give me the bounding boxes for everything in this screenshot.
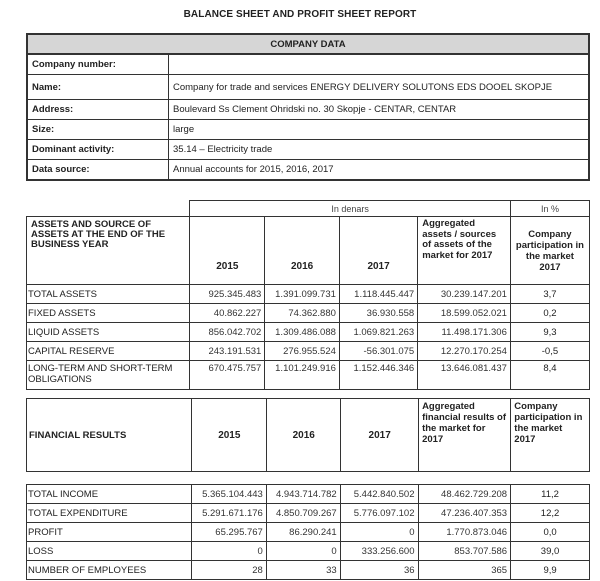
value-cell: 243.191.531 [190, 342, 265, 361]
financial-header-label: FINANCIAL RESULTS [27, 399, 192, 472]
dominant-activity-value: 35.14 – Electricity trade [169, 140, 590, 160]
value-cell: 1.391.099.731 [265, 285, 340, 304]
value-cell: 276.955.524 [265, 342, 340, 361]
value-cell: 4.943.714.782 [266, 485, 340, 504]
value-cell: 365 [418, 561, 511, 580]
participation-cell: 9,9 [511, 561, 590, 580]
company-data-header: COMPANY DATA [27, 34, 589, 54]
participation-cell: 3,7 [510, 285, 589, 304]
participation-cell: 8,4 [510, 361, 589, 390]
value-cell: 1.770.873.046 [418, 523, 511, 542]
table-row [27, 542, 590, 561]
value-cell: 1.309.486.088 [265, 323, 340, 342]
value-cell: -56.301.075 [339, 342, 417, 361]
table-row [27, 561, 590, 580]
participation-cell: 0,0 [511, 523, 590, 542]
company-data-table [26, 33, 590, 181]
assets-header-aggregated: Aggregated assets / sources of assets of the market for 2017 [418, 217, 511, 285]
row-label: PROFIT [27, 523, 192, 542]
participation-cell: 0,2 [510, 304, 589, 323]
unit-denars: In denars [190, 201, 511, 217]
value-cell: 18.599.052.021 [418, 304, 511, 323]
value-cell: 36 [340, 561, 418, 580]
financial-header-participation: Company participation in the market 2017 [511, 399, 590, 472]
row-label: CAPITAL RESERVE [27, 342, 190, 361]
assets-header-label: ASSETS AND SOURCE OF ASSETS AT THE END OF THE BUSINESS YEAR [27, 217, 190, 285]
value-cell: 40.862.227 [190, 304, 265, 323]
row-label: LIQUID ASSETS [27, 323, 190, 342]
company-number-value [169, 54, 590, 75]
company-number-label: Company number: [27, 54, 169, 75]
value-cell: 0 [191, 542, 266, 561]
assets-header-participation: Company participation in the market 2017 [510, 217, 589, 285]
value-cell: 333.256.600 [340, 542, 418, 561]
assets-header-2016: 2016 [265, 217, 340, 285]
participation-cell: 9,3 [510, 323, 589, 342]
assets-table [26, 200, 590, 390]
value-cell: 74.362.880 [265, 304, 340, 323]
value-cell: 1.118.445.447 [339, 285, 417, 304]
assets-header-2015: 2015 [190, 217, 265, 285]
value-cell: 5.291.671.176 [191, 504, 266, 523]
row-label: TOTAL INCOME [27, 485, 192, 504]
address-value: Boulevard Ss Clement Ohridski no. 30 Skopje - CENTAR, CENTAR [169, 100, 590, 120]
row-label: LOSS [27, 542, 192, 561]
value-cell: 856.042.702 [190, 323, 265, 342]
financial-header-aggregated: Aggregated financial results of the market for 2017 [419, 399, 511, 472]
value-cell: 1.069.821.263 [339, 323, 417, 342]
table-row [27, 342, 590, 361]
table-row [27, 285, 590, 304]
participation-cell: 11,2 [511, 485, 590, 504]
value-cell: 12.270.170.254 [418, 342, 511, 361]
value-cell: 0 [266, 542, 340, 561]
row-label: FIXED ASSETS [27, 304, 190, 323]
size-value: large [169, 120, 590, 140]
value-cell: 33 [266, 561, 340, 580]
value-cell: 1.101.249.916 [265, 361, 340, 390]
unit-percent: In % [510, 201, 589, 217]
assets-header-2017: 2017 [339, 217, 417, 285]
financial-header-2015: 2015 [192, 399, 267, 472]
financial-results-header-table [26, 398, 590, 472]
value-cell: 5.365.104.443 [191, 485, 266, 504]
value-cell: 5.776.097.102 [340, 504, 418, 523]
value-cell: 1.152.446.346 [339, 361, 417, 390]
name-label: Name: [27, 75, 169, 100]
financial-header-2016: 2016 [267, 399, 341, 472]
value-cell: 853.707.586 [418, 542, 511, 561]
table-row [27, 504, 590, 523]
value-cell: 13.646.081.437 [418, 361, 511, 390]
value-cell: 670.475.757 [190, 361, 265, 390]
value-cell: 28 [191, 561, 266, 580]
participation-cell: 12,2 [511, 504, 590, 523]
row-label: NUMBER OF EMPLOYEES [27, 561, 192, 580]
value-cell: 30.239.147.201 [418, 285, 511, 304]
table-row [27, 304, 590, 323]
value-cell: 4.850.709.267 [266, 504, 340, 523]
size-label: Size: [27, 120, 169, 140]
address-label: Address: [27, 100, 169, 120]
report-title: BALANCE SHEET AND PROFIT SHEET REPORT [183, 9, 417, 20]
data-source-value: Annual accounts for 2015, 2016, 2017 [169, 160, 590, 181]
participation-cell: -0,5 [510, 342, 589, 361]
data-source-label: Data source: [27, 160, 169, 181]
table-row [27, 485, 590, 504]
value-cell: 47.236.407.353 [418, 504, 511, 523]
value-cell: 65.295.767 [191, 523, 266, 542]
financial-header-2017: 2017 [341, 399, 419, 472]
table-row [27, 523, 590, 542]
value-cell: 5.442.840.502 [340, 485, 418, 504]
dominant-activity-label: Dominant activity: [27, 140, 169, 160]
row-label: LONG-TERM AND SHORT-TERM OBLIGATIONS [27, 361, 190, 390]
financial-results-table [26, 484, 590, 580]
table-row [27, 361, 590, 390]
value-cell: 925.345.483 [190, 285, 265, 304]
value-cell: 0 [340, 523, 418, 542]
row-label: TOTAL ASSETS [27, 285, 190, 304]
participation-cell: 39,0 [511, 542, 590, 561]
name-value: Company for trade and services ENERGY DELIVERY SOLUTONS EDS DOOEL SKOPJE [169, 75, 590, 100]
value-cell: 86.290.241 [266, 523, 340, 542]
value-cell: 11.498.171.306 [418, 323, 511, 342]
value-cell: 48.462.729.208 [418, 485, 511, 504]
row-label: TOTAL EXPENDITURE [27, 504, 192, 523]
table-row [27, 323, 590, 342]
value-cell: 36.930.558 [339, 304, 417, 323]
